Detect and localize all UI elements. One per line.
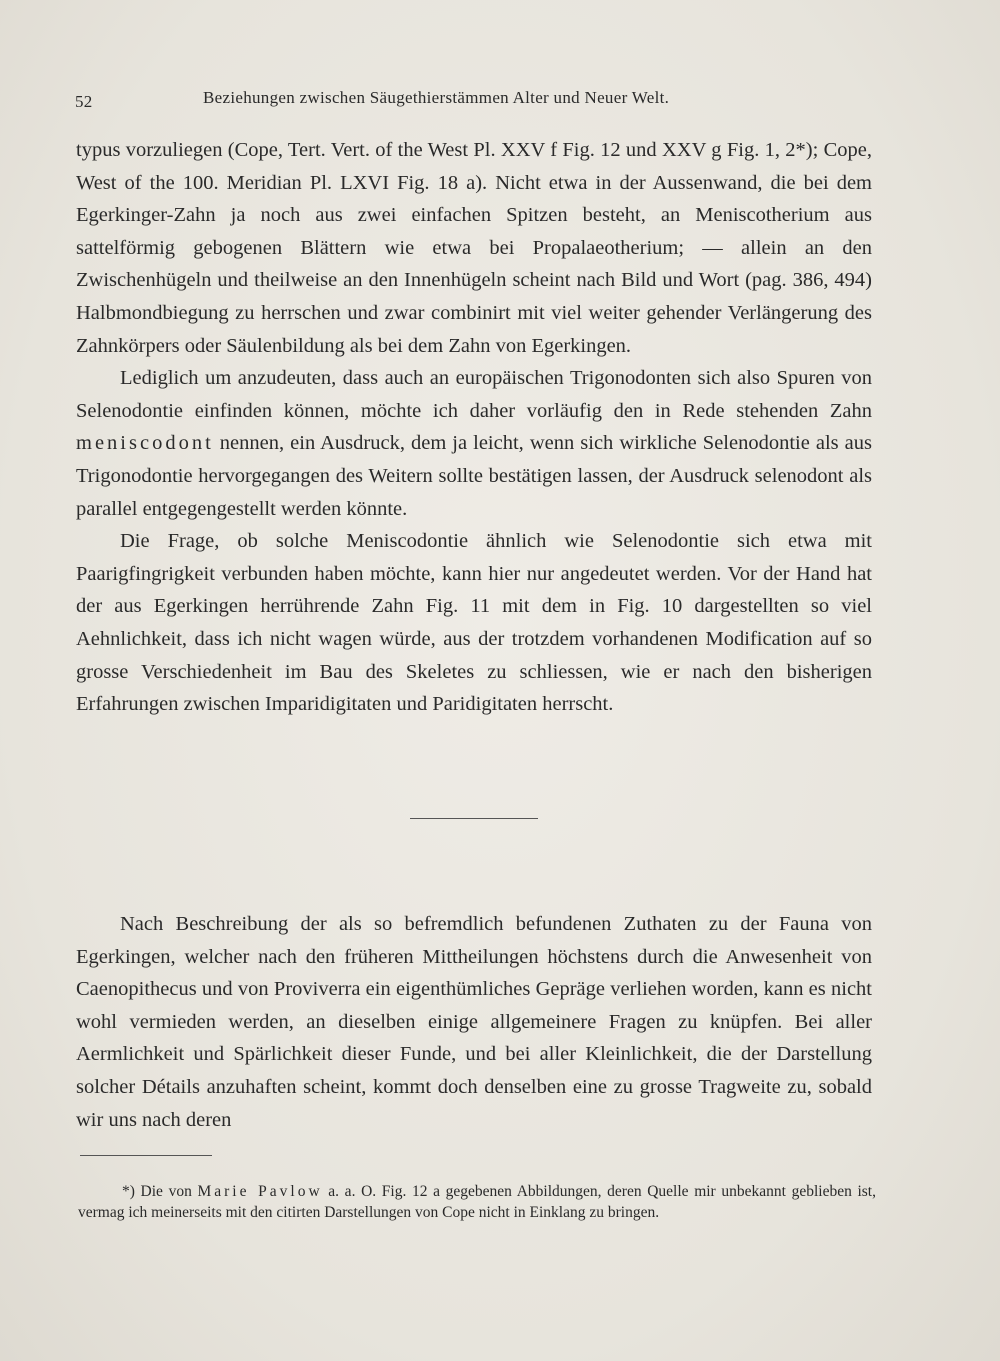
paragraph-4-text: Nach Beschreibung der als so befremdlich befundenen Zuthaten zu der Fauna von Egerkingen, welcher nach den früheren Mittheilungen höchstens durch die Anwesenheit von Caenopithecus und von Proviverra ein eigenthümliches Gepräge verliehen worden, kann es nicht wohl vermieden werden, an dieselben einige allgemeinere Fragen zu knüpfen. Bei aller Aermlichkeit und Spärlichkeit dieser Funde, und bei aller Kleinlichkeit, die der Darstellung solcher Détails anzuhaften scheint, kommt doch denselben eine zu grosse Tragweite zu, sobald wir uns nach deren bbox=[76, 913, 872, 1131]
paragraph-continuation bbox=[76, 134, 872, 362]
footnote-text-after: a. a. O. Fig. 12 a gegebenen Abbildungen, deren Quelle mir unbekannt geblieben ist, vermag ich meinerseits mit den citirten Darstellungen von Cope nicht in Einklang zu bringen. bbox=[78, 1183, 876, 1221]
footnote-divider bbox=[80, 1155, 212, 1156]
paragraph-2-text-after: nennen, ein Ausdruck, dem ja leicht, wenn sich wirkliche Selenodontie als aus Trigonodontie hervorgegangen des Weitern sollte bestätigen lassen, der Ausdruck selenodont als parallel entgegengestellt werden könnte. bbox=[76, 432, 872, 520]
footnote bbox=[78, 1181, 876, 1223]
body-text-section-2 bbox=[76, 908, 872, 1136]
running-head bbox=[75, 88, 875, 114]
paragraph-3-text: Die Frage, ob solche Meniscodontie ähnlich wie Selenodontie sich etwa mit Paarigfingrigkeit verbunden haben möchte, kann hier nur angedeutet werden. Vor der Hand hat der aus Egerkingen herrührende Zahn Fig. 11 mit dem in Fig. 10 dargestellten so viel Aehnlichkeit, dass ich nicht wagen würde, aus der trotzdem vorhandenen Modification auf so grosse Verschiedenheit im Bau des Skeletes zu schliessen, wie er nach den bisherigen Erfahrungen zwischen Imparidigitaten und Paridigitaten herrscht. bbox=[76, 530, 872, 716]
paragraph-egerkingen bbox=[76, 908, 872, 1136]
footnote-text-before: *) Die von bbox=[122, 1183, 198, 1200]
footnote-author: Marie Pavlow bbox=[197, 1183, 323, 1200]
paragraph-meniscodont bbox=[76, 362, 872, 525]
paragraph-2-text-before: Lediglich um anzudeuten, dass auch an europäischen Trigonodonten sich also Spuren von Selenodontie einfinden können, möchte ich daher vorläufig den in Rede stehenden Zahn bbox=[76, 367, 872, 422]
footnote-text bbox=[78, 1181, 876, 1223]
emphasis-term: meniscodont bbox=[76, 432, 214, 455]
page-number: 52 bbox=[75, 92, 93, 111]
running-title: Beziehungen zwischen Säugethierstämmen Alter und Neuer Welt. bbox=[203, 88, 670, 107]
paragraph-meniscodontie bbox=[76, 525, 872, 721]
body-text bbox=[76, 134, 872, 721]
paragraph-1-text: typus vorzuliegen (Cope, Tert. Vert. of the West Pl. XXV f Fig. 12 und XXV g Fig. 1, 2*); Cope, West of the 100. Meridian Pl. LXVI Fig. 18 a). Nicht etwa in der Aussenwand, die bei dem Egerkinger-Zahn ja noch aus zwei einfachen Spitzen besteht, an Meniscotherium aus sattelförmig gebogenen Blättern wie etwa bei Propalaeotherium; — allein an den Zwischenhügeln und theilweise an den Innenhügeln scheint nach Bild und Wort (pag. 386, 494) Halbmondbiegung zu herrschen und zwar combinirt mit viel weiter gehender Verlängerung des Zahnkörpers oder Säulenbildung als bei dem Zahn von Egerkingen. bbox=[76, 139, 872, 357]
section-divider bbox=[410, 818, 538, 819]
